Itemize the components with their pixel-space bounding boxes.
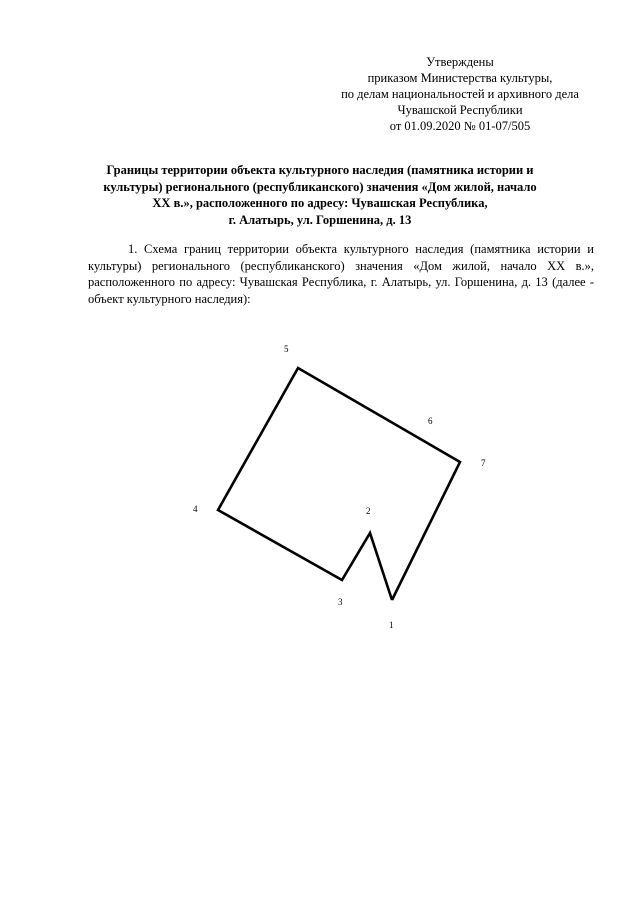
scheme-description-paragraph: 1. Схема границ территории объекта культурного наследия (памятника истории и культуры) регионального (республиканского) значения «Дом жилой, начало XX в.», расположенного по адресу: Чувашская Республика, г. Алатырь, ул. Горшенина, д. 13 (далее - объект культурного наследия): <box>88 242 594 306</box>
title-line: культуры) регионального (республиканского) значения «Дом жилой, начало <box>103 179 537 194</box>
approval-line: Утверждены <box>426 55 494 69</box>
title-line: г. Алатырь, ул. Горшенина, д. 13 <box>228 212 412 227</box>
point-label-5: 5 <box>284 344 289 354</box>
approval-line: приказом Министерства культуры, <box>367 71 553 85</box>
point-label-4: 4 <box>193 504 198 514</box>
point-label-7: 7 <box>481 458 486 468</box>
approval-line: от 01.09.2020 № 01-07/505 <box>389 119 531 133</box>
point-label-2: 2 <box>366 506 371 516</box>
title-line: Границы территории объекта культурного наследия (памятника истории и <box>106 163 534 177</box>
point-label-1: 1 <box>389 620 394 630</box>
point-label-3: 3 <box>338 597 343 607</box>
point-label-6: 6 <box>428 416 433 426</box>
title-line: XX в.», расположенного по адресу: Чувашская Республика, <box>152 196 488 210</box>
boundary-line <box>218 368 460 600</box>
approval-line: по делам национальностей и архивного дела <box>341 87 579 101</box>
approval-line: Чувашской Республики <box>397 103 523 117</box>
